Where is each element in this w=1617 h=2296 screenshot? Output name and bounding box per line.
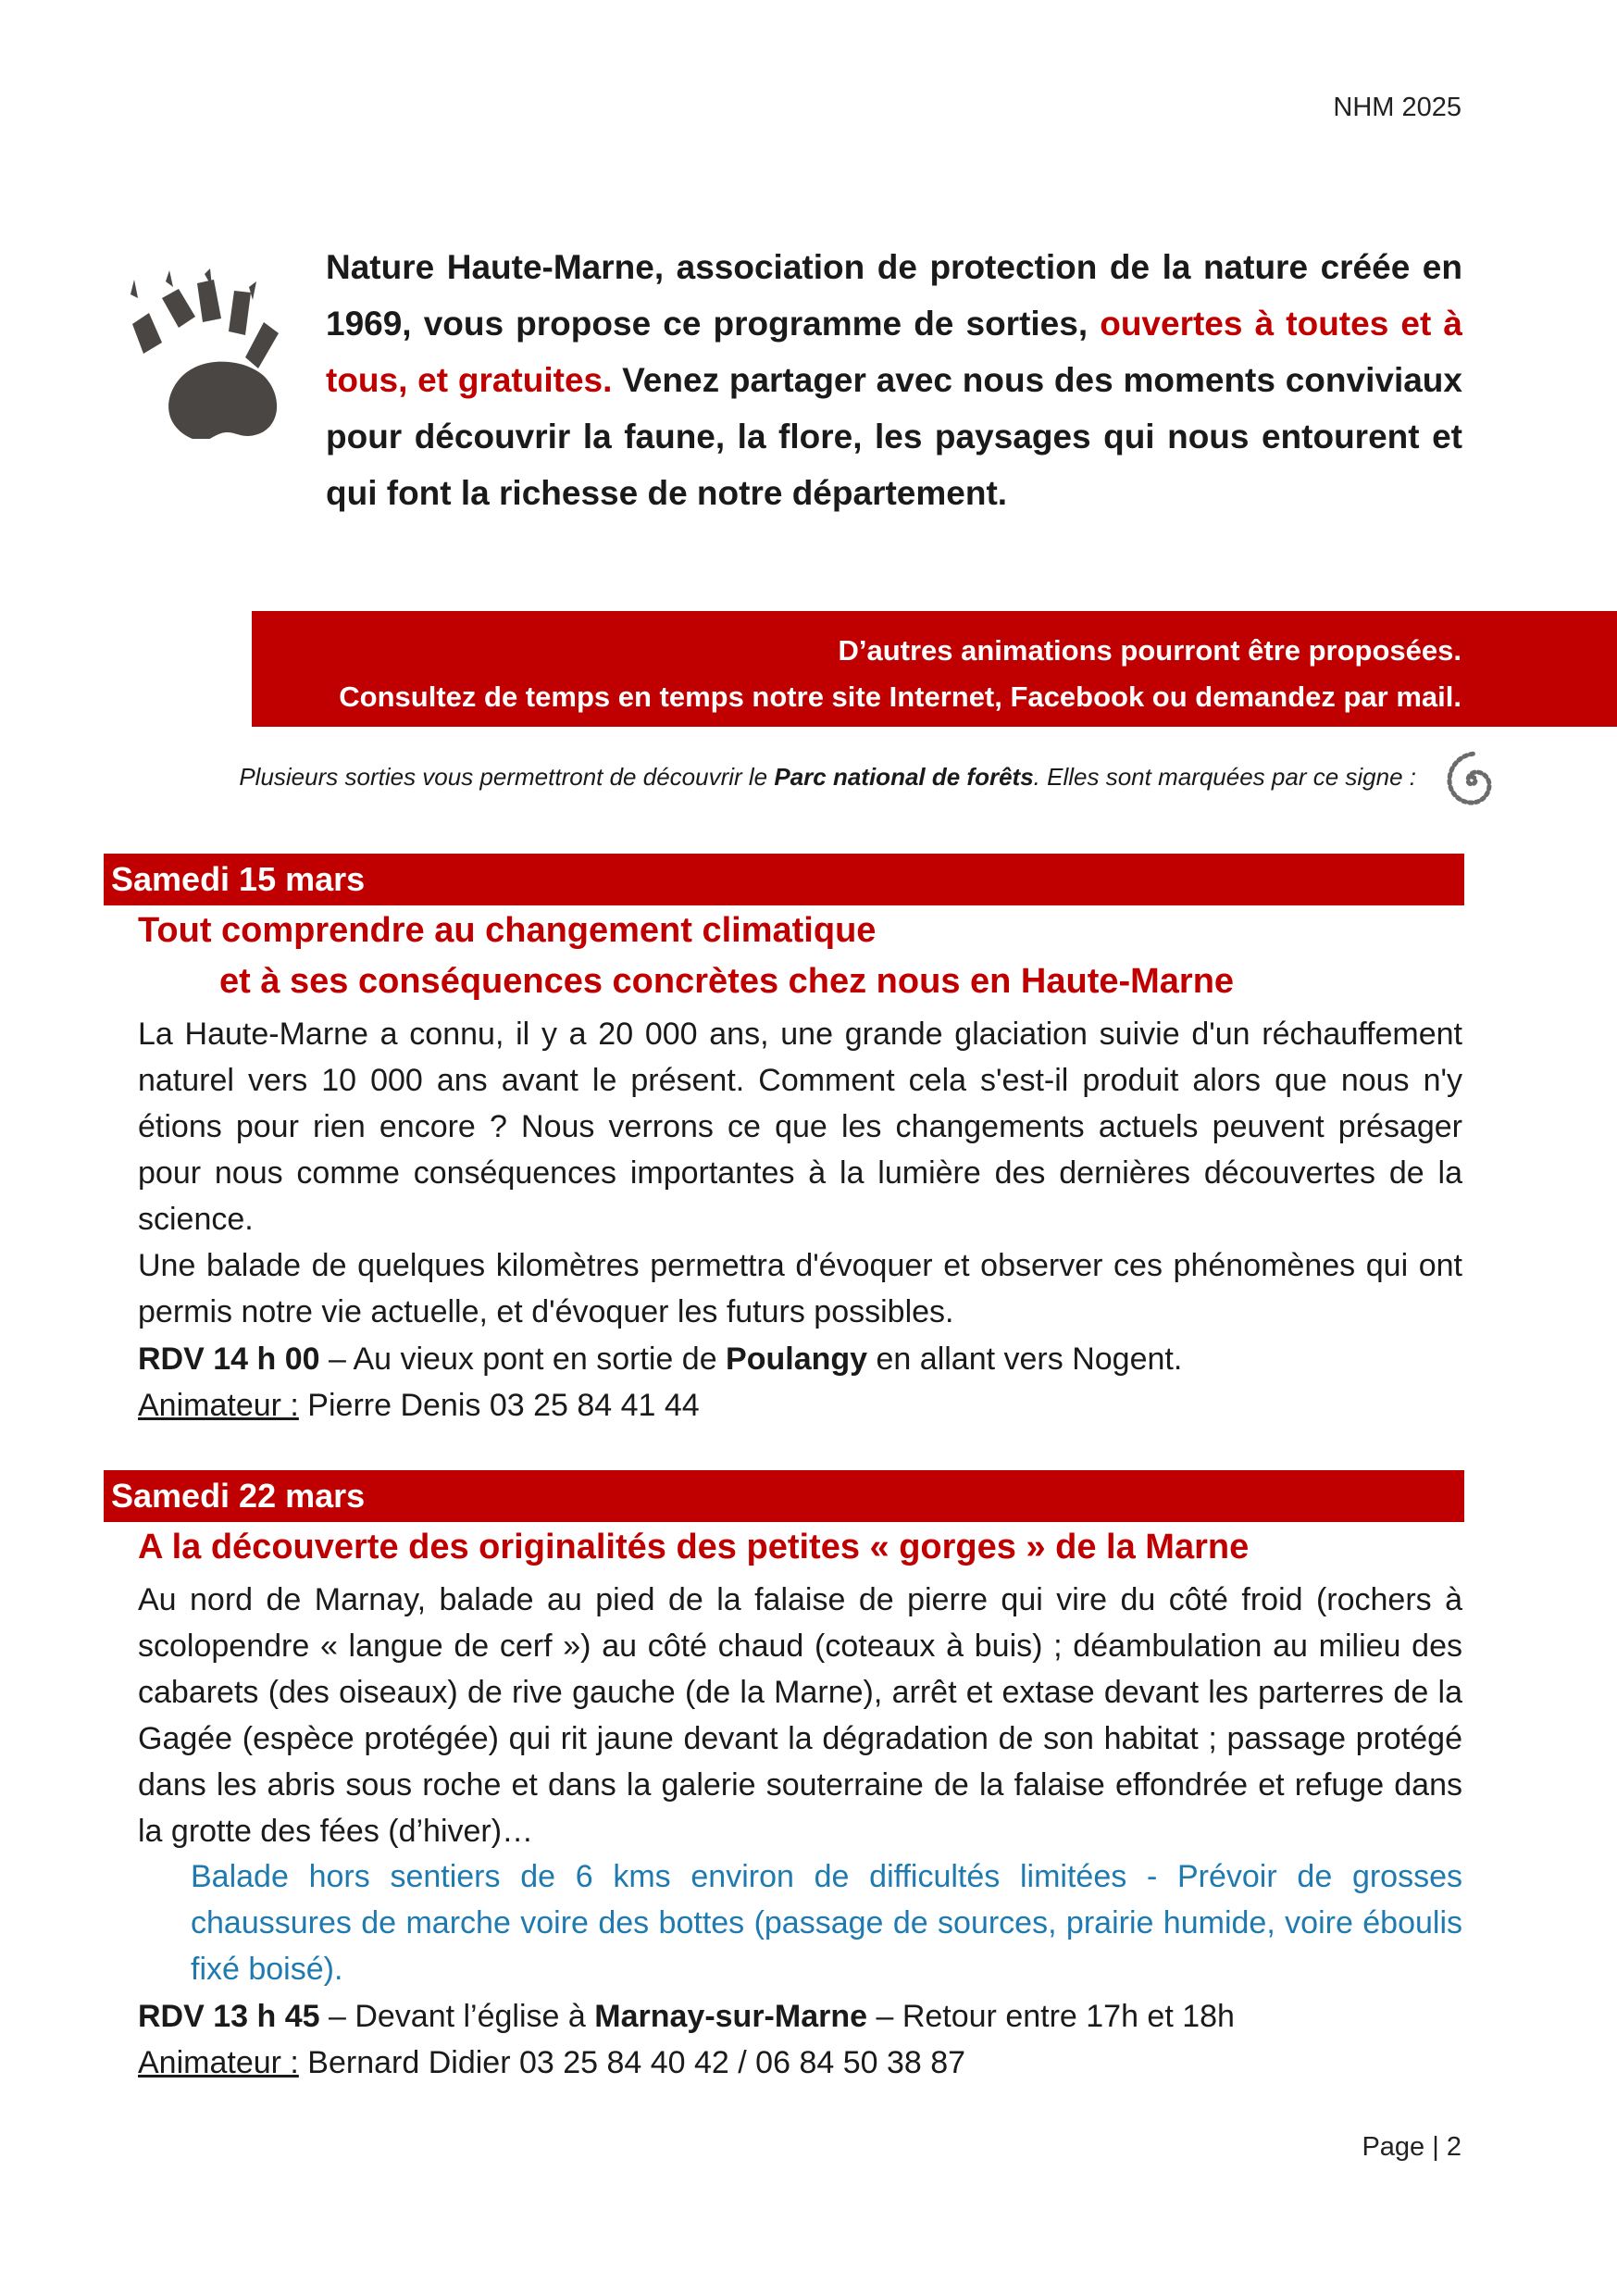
event-description: La Haute-Marne a connu, il y a 20 000 ans, une grande glaciation suivie d'un réchauffement naturel vers 10 000 ans avant le présent. Comment cela s'est-il produit alors que nous n'y étions pour rien encore ? Nous verrons ce que les changements actuels peuvent présager pour nous comme conséquences importantes à la lumière des dernières découvertes de la science.: [138, 1017, 1462, 1237]
page-footer: [1362, 2132, 1462, 2163]
event-title-line-2: et à ses conséquences concrètes chez nous en Haute-Marne: [219, 962, 1235, 1001]
event-description-2: Une balade de quelques kilomètres permettra d'évoquer et observer ces phénomènes qui ont permis notre vie actuelle, et d'évoquer les futurs possibles.: [138, 1248, 1462, 1329]
parc-note-before: Plusieurs sorties vous permettront de découvrir le: [239, 763, 775, 791]
banner-line-2: Consultez de temps en temps notre site Internet, Facebook ou demandez par mail.: [339, 680, 1462, 713]
parc-note-bold: Parc national de forêts: [774, 763, 1034, 791]
event-date-bar: Samedi 15 mars: [104, 854, 1464, 905]
event-rdv: [138, 1336, 1182, 1382]
parc-note-after: . Elles sont marquées par ce signe :: [1033, 763, 1416, 791]
rdv-after: en allant vers Nogent.: [867, 1341, 1183, 1377]
event-title-line-1: A la découverte des originalités des petites « gorges » de la Marne: [138, 1528, 1250, 1566]
header-code: NHM 2025: [1333, 93, 1462, 122]
rdv-text: – Devant l’église à: [319, 1999, 595, 2034]
event-description: Au nord de Marnay, balade au pied de la falaise de pierre qui vire du côté froid (rochers à scolopendre « langue de cerf ») au côté chaud (coteaux à buis) ; déambulation au milieu des cabarets (des oiseaux) de rive gauche (de la Marne), arrêt et extase devant les parterres de la Gagée (espèce protégée) qui rit jaune devant la dégradation de son habitat ; passage protégé dans les abris sous roche et dans la galerie souterraine de la falaise effondrée et refuge dans la grotte des fées (d’hiver)…: [138, 1582, 1462, 1849]
event-title-line-1: Tout comprendre au changement climatique: [138, 911, 877, 950]
rdv-text: – Au vieux pont en sortie de: [319, 1341, 727, 1377]
rdv-after: – Retour entre 17h et 18h: [867, 1999, 1235, 2034]
rdv-place: Poulangy: [726, 1341, 868, 1377]
event-practical-note: Balade hors sentiers de 6 kms environ de difficultés limitées - Prévoir de grosses chaussures de marche voire des bottes (passage de sources, prairie humide, voire éboulis fixé boisé).: [191, 1859, 1462, 1987]
intro-highlight: ouvertes à toutes et à tous, et gratuites.: [326, 305, 1462, 399]
animator-name: Bernard Didier 03 25 84 40 42 / 06 84 50 38 87: [298, 2045, 966, 2080]
rdv-label: RDV 13 h 45: [138, 1999, 320, 2034]
parc-national-spiral-icon: [1435, 743, 1509, 817]
parc-note: [109, 763, 1416, 792]
page-label: Page: [1362, 2132, 1425, 2162]
event-animator: [138, 2040, 965, 2086]
animator-label: Animateur :: [138, 1388, 299, 1423]
animator-name: Pierre Denis 03 25 84 41 44: [298, 1388, 700, 1423]
page-separator: |: [1432, 2132, 1439, 2162]
event-animator: [138, 1382, 700, 1429]
intro-text-end: Venez partager avec nous des moments conviviaux pour découvrir la faune, la flore, les paysages qui nous entourent et qui font la richesse de notre département.: [326, 361, 1462, 512]
intro-text-start: Nature Haute-Marne, association de protection de la nature créée en 1969, vous propose ce programme de sorties,: [326, 248, 1462, 343]
animator-label: Animateur :: [138, 2045, 299, 2080]
info-banner: [252, 611, 1617, 727]
page-number: 2: [1446, 2132, 1462, 2162]
paw-print-icon: [125, 267, 296, 439]
rdv-place: Marnay-sur-Marne: [594, 1999, 868, 2034]
banner-line-1: D’autres animations pourront être proposées.: [838, 634, 1462, 667]
event-date-bar: Samedi 22 mars: [104, 1470, 1464, 1522]
event-rdv: [138, 1993, 1235, 2040]
rdv-label: RDV 14 h 00: [138, 1341, 320, 1377]
intro-paragraph: [326, 239, 1462, 521]
